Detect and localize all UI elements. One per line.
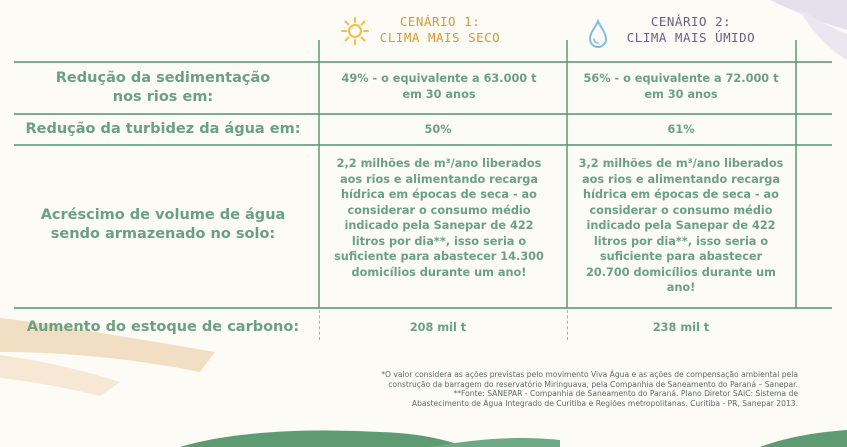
scenario-1-header (330, 14, 550, 46)
footnote-line: construção da barragem do reservatório Miringuava, pela Companhia de Saneamento do Paraná – Sanepar. (388, 379, 798, 389)
column-divider (566, 40, 568, 308)
row-label-turbidity: Redução da turbidez da água em: (25, 121, 301, 137)
cell-s2-water-volume: 3,2 milhões de m³/ano liberados aos rios e alimentando recarga hídrica em épocas de seca - ao considerar o consumo médio indicado pela Sanepar de 422 litros por dia**, isso seria o suficiente para abastecer 20.700 domicílios durante um ano! (578, 157, 784, 294)
scenario-1-subtitle: CLIMA MAIS SECO (379, 30, 501, 45)
cell-s1-carbon-stock: 208 mil t (409, 321, 467, 334)
column-divider (318, 40, 320, 308)
footnote-line: **Fonte: SANEPAR - Companhia de Saneamento do Paraná. Plano Diretor SAIC: Sistema de (453, 389, 798, 399)
scenario-2-subtitle: CLIMA MAIS ÚMIDO (626, 30, 756, 45)
column-divider (795, 40, 797, 308)
scenario-1-title: CENÁRIO 1: (399, 14, 481, 29)
scenario-2-header (586, 14, 796, 46)
row-divider (14, 307, 832, 309)
row-divider (14, 144, 832, 146)
cell-s1-water-volume: 2,2 milhões de m³/ano liberados aos rios e alimentando recarga hídrica em épocas de seca - ao considerar o consumo médio indicado pela Sanepar de 422 litros por dia**, isso seria o suficiente para abastecer 14.300 domicílios durante um ano! (334, 157, 544, 279)
cell-s2-carbon-stock: 238 mil t (652, 321, 710, 334)
row-divider (14, 113, 832, 115)
row-label-carbon-stock: Aumento do estoque de carbono: (26, 319, 300, 335)
header-divider (14, 61, 832, 63)
scenario-2-title: CENÁRIO 2: (650, 14, 732, 29)
footnotes (240, 370, 798, 409)
row-label-water-volume: Acréscimo de volume de água sendo armazenado no solo: (40, 207, 286, 242)
cell-s2-turbidity: 61% (667, 123, 695, 136)
footnote-line: *O valor considera as ações previstas pelo movimento Viva Água e as ações de compensação ambiental pela (381, 370, 798, 379)
row-label-sedimentation: Redução da sedimentação nos rios em: (55, 70, 271, 105)
cell-s1-sedimentation: 49% - o equivalente a 63.000 t em 30 anos (341, 72, 537, 101)
cell-s1-turbidity: 50% (424, 123, 452, 136)
cell-s2-sedimentation: 56% - o equivalente a 72.000 t em 30 anos (583, 72, 779, 101)
footnote-line: Abastecimento de Água Integrado de Curitiba e Regiões metropolitanas. Curitiba - PR, Sanepar 2013. (411, 399, 798, 409)
